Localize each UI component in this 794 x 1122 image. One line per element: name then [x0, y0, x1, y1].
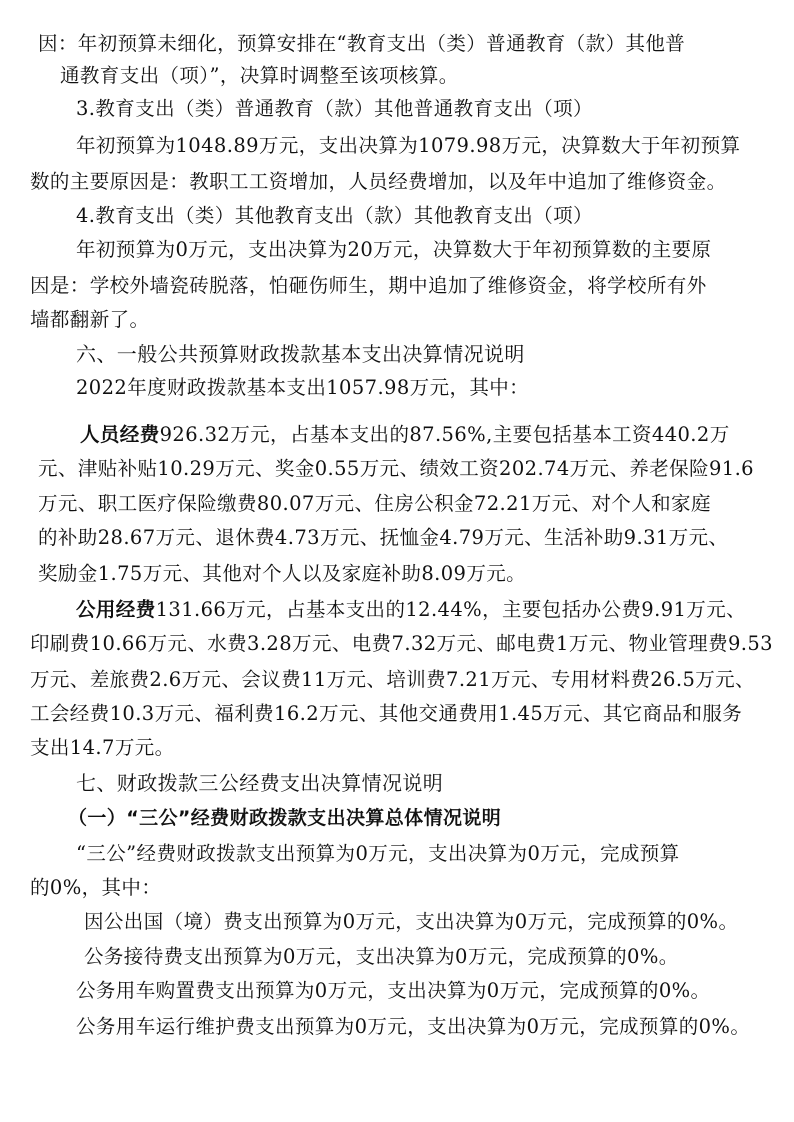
paragraph-line: 因是：学校外墙瓷砖脱落，怕砸伤师生，期中追加了维修资金，将学校所有外 [30, 274, 707, 297]
abroad-expense-line: 因公出国（境）费支出预算为0万元，支出决算为0万元，完成预算的0%。 [84, 910, 739, 933]
paragraph-line: 年初预算为1048.89万元，支出决算为1079.98万元，决算数大于年初预算 [76, 134, 741, 157]
public-expense-label: 公用经费 [76, 598, 156, 621]
personnel-expense-line: 人员经费926.32万元，占基本支出的87.56%,主要包括基本工资440.2万 [80, 423, 730, 446]
personnel-expense-label: 人员经费 [80, 423, 160, 446]
paragraph-line: 奖励金1.75万元、其他对个人以及家庭补助8.09万元。 [38, 562, 527, 585]
section-6-heading: 六、一般公共预算财政拨款基本支出决算情况说明 [76, 342, 525, 366]
paragraph-line: 万元、职工医疗保险缴费80.07万元、住房公积金72.21万元、对个人和家庭 [38, 492, 711, 515]
paragraph-line: 万元、差旅费2.6万元、会议费11万元、培训费7.21万元、专用材料费26.5万元、 [30, 668, 755, 691]
paragraph-line: 元、津贴补贴10.29万元、奖金0.55万元、绩效工资202.74万元、养老保险91.6 [38, 457, 754, 480]
paragraph-line: 工会经费10.3万元、福利费16.2万元、其他交通费用1.45万元、其它商品和服务 [30, 702, 743, 725]
paragraph-line: 因：年初预算未细化，预算安排在“教育支出（类）普通教育（款）其他普 [38, 32, 686, 55]
item-4-title: 4.教育支出（类）其他教育支出（款）其他教育支出（项） [76, 204, 593, 227]
vehicle-purchase-line: 公务用车购置费支出预算为0万元，支出决算为0万元，完成预算的0%。 [76, 979, 711, 1002]
vehicle-operation-line: 公务用车运行维护费支出预算为0万元，支出决算为0万元，完成预算的0%。 [76, 1015, 751, 1038]
paragraph-line: 墙都翻新了。 [30, 308, 150, 331]
paragraph-line: 年初预算为0万元，支出决算为20万元，决算数大于年初预算数的主要原 [76, 238, 712, 261]
paragraph-line: 的0%，其中： [30, 876, 162, 899]
paragraph-line: “三公”经费财政拨款支出预算为0万元，支出决算为0万元，完成预算 [76, 842, 680, 865]
section-7-heading: 七、财政拨款三公经费支出决算情况说明 [76, 771, 444, 795]
paragraph-line: 印刷费10.66万元、水费3.28万元、电费7.32万元、邮电费1万元、物业管理费9.53 [30, 632, 773, 655]
paragraph-line: 通教育支出（项）”，决算时调整至该项核算。 [60, 64, 459, 87]
public-expense-line: 公用经费131.66万元，占基本支出的12.44%，主要包括办公费9.91万元、 [76, 598, 747, 621]
section-6-intro: 2022年度财政拨款基本支出1057.98万元，其中： [76, 376, 530, 399]
paragraph-line: 的补助28.67万元、退休费4.73万元、抚恤金4.79万元、生活补助9.31万元、 [38, 526, 729, 549]
item-3-title: 3.教育支出（类）普通教育（款）其他普通教育支出（项） [76, 97, 593, 120]
paragraph-line: 支出14.7万元。 [30, 736, 175, 759]
paragraph-line: 数的主要原因是：教职工工资增加，人员经费增加，以及年中追加了维修资金。 [30, 170, 727, 193]
section-7-subheading: （一）“三公”经费财政拨款支出决算总体情况说明 [68, 807, 502, 829]
reception-expense-line: 公务接待费支出预算为0万元，支出决算为0万元，完成预算的0%。 [84, 945, 679, 968]
